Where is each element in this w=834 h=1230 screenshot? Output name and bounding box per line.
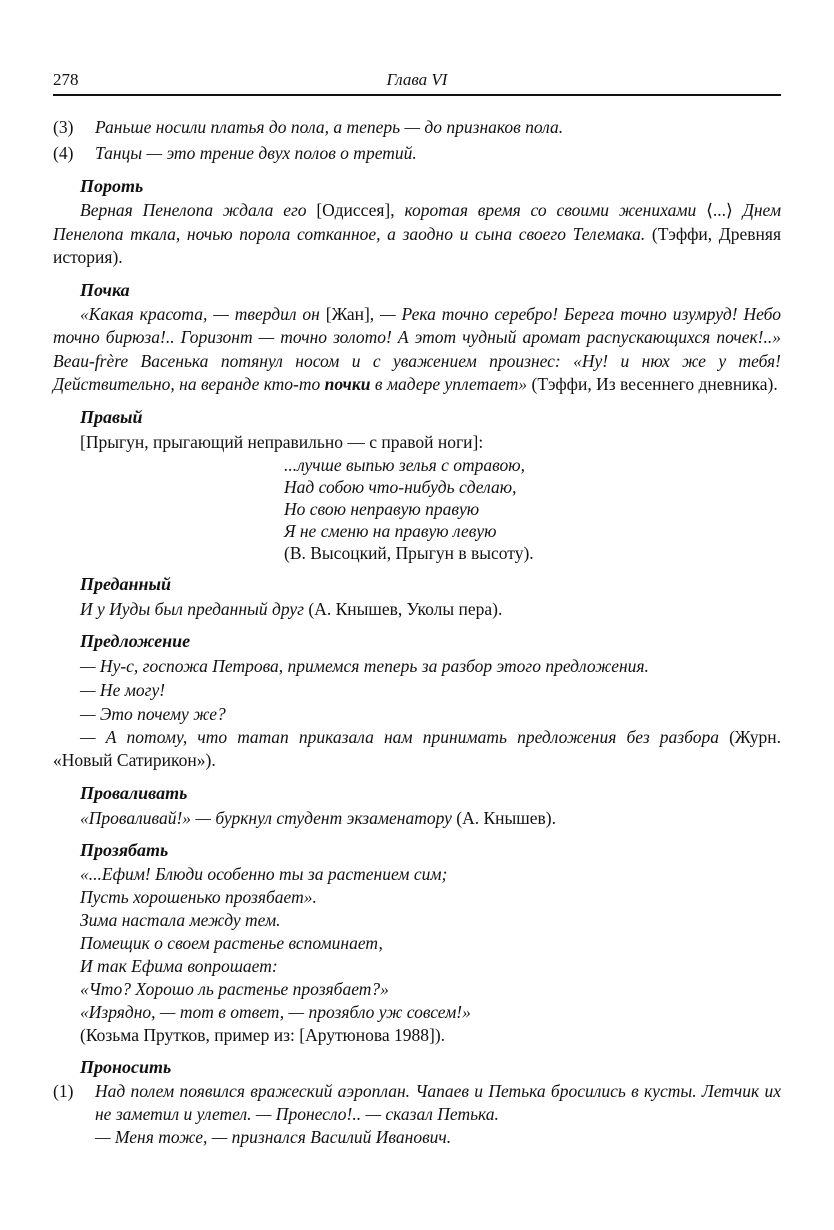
example-number: (3) — [53, 117, 74, 137]
poem-line: «Что? Хорошо ль растенье прозябает?» — [80, 978, 389, 999]
dictionary-entry-pochka — [53, 278, 781, 397]
headword: Прозябать — [80, 839, 169, 860]
poem-line: ...лучше выпью зелья с отравою, — [284, 454, 525, 475]
ellipsis-mark: ⟨...⟩ — [706, 200, 743, 220]
source-citation: (А. Кнышев). — [451, 807, 557, 828]
example-text: Раньше носили платья до пола, а теперь — до признаков пола. — [95, 117, 564, 137]
quote-text: Днем Пенелопа ткала, ночью порола сотканное, а заодно и сына своего Телемака. — [53, 200, 782, 244]
quote-text: Верная Пенелопа ждала его — [80, 200, 317, 220]
numbered-example — [53, 140, 781, 166]
source-citation: (А. Кнышев, Уколы пера). — [304, 598, 503, 619]
example-text: Над полем появился вражеский аэроплан. Чапаев и Петька бросились в кусты. Летчик их не заметил и улетел. — Пронесло!.. — сказал Петька. — [95, 1080, 781, 1124]
page-content — [53, 114, 781, 1149]
quote-text: И у Иуды был преданный друг — [80, 598, 304, 619]
example-text: — Меня тоже, — признался Василий Иванович. — [95, 1126, 452, 1147]
quote-text: «Проваливай!» — буркнул студент экзаменатору — [80, 807, 452, 828]
quote-text: «Какая красота, — твердил он — [80, 303, 326, 324]
quote-text: коротая время со своими женихами — [404, 200, 707, 220]
poem-line: Помещик о своем растенье вспоминает, — [80, 932, 383, 953]
dialogue-line: — Не могу! — [80, 679, 166, 700]
headword: Предложение — [80, 630, 191, 651]
headword: Проносить — [80, 1056, 172, 1077]
headword: Проваливать — [80, 782, 188, 803]
poem-line: Над собою что-нибудь сделаю, — [284, 476, 517, 497]
headword: Пороть — [80, 176, 144, 196]
dictionary-entry-porot — [53, 174, 781, 270]
quote-text: в мадере уплетает» — [370, 374, 528, 394]
poem-line: Пусть хорошенько прозябает». — [80, 886, 317, 907]
entry-quote — [53, 806, 781, 830]
source-citation: (Козьма Прутков, пример из: [Арутюнова 1988]). — [80, 1024, 446, 1045]
example-text: Танцы — это трение двух полов о третий. — [95, 143, 417, 163]
entry-quote — [53, 199, 781, 270]
numbered-example — [53, 1080, 781, 1149]
headword: Почка — [80, 279, 130, 300]
context-note: [Прыгун, прыгающий неправильно — с правой ноги]: — [80, 431, 484, 452]
poem-line: Зима настала между тем. — [80, 909, 281, 930]
dialogue-line: — Ну-с, госпожа Петрова, примемся теперь за разбор этого предложения. — [80, 655, 649, 676]
running-head: Глава VI — [386, 70, 448, 89]
dictionary-entry-prozyabat — [53, 838, 781, 1047]
poem-line: «Изрядно, — тот в ответ, — прозябло уж совсем!» — [80, 1001, 471, 1022]
poem-line: Но свою неправую правую — [284, 498, 480, 519]
headword: Преданный — [80, 573, 171, 594]
dialogue-line: — Это почему же? — [80, 703, 226, 724]
example-number: (4) — [53, 143, 74, 163]
dictionary-entry-predlozhenie — [53, 629, 781, 773]
highlighted-word: почки — [324, 374, 371, 394]
dictionary-entry-pronosit — [53, 1055, 781, 1149]
entry-quote — [53, 597, 781, 621]
source-citation: (В. Высоцкий, Прыгун в высоту). — [284, 542, 534, 563]
headword: Правый — [80, 406, 143, 427]
source-citation: (Журн. «Новый Сатирикон»). — [53, 726, 781, 770]
editorial-insert: [Одиссея], — [316, 200, 405, 220]
dictionary-entry-predannyi — [53, 572, 781, 621]
poem-line: И так Ефима вопрошает: — [80, 955, 278, 976]
entry-quote — [53, 303, 781, 397]
source-citation: (Тэффи, Из весеннего дневника). — [527, 374, 778, 394]
page-header — [53, 68, 781, 96]
quote-text: — Река точно серебро! Берега точно изумруд! Небо точно бирюза!.. Горизонт — точно золото! А этот чудный аромат распускающихся почек!..» Beau-frère Васенька потянул носом и с уважением произнес: «Ну! и нюх же у тебя! Действительно, на веранде кто-то — [53, 303, 781, 394]
editorial-insert: [Жан], — [325, 303, 381, 324]
quote-text: — А потому, что maman приказала нам принимать предложения без разбора — [80, 726, 719, 747]
example-number: (1) — [53, 1080, 74, 1101]
example-body — [95, 1080, 781, 1149]
numbered-example — [53, 114, 781, 140]
dictionary-entry-provalivat — [53, 781, 781, 830]
page-number: 278 — [53, 70, 79, 89]
poem-line: «...Ефим! Блюди особенно ты за растением сим; — [80, 863, 448, 884]
poem-line: Я не сменю на правую левую — [284, 520, 497, 541]
source-citation: (Тэффи, Древняя история). — [53, 223, 781, 267]
dialogue-line — [53, 726, 781, 773]
dictionary-entry-pravyi — [53, 405, 781, 564]
